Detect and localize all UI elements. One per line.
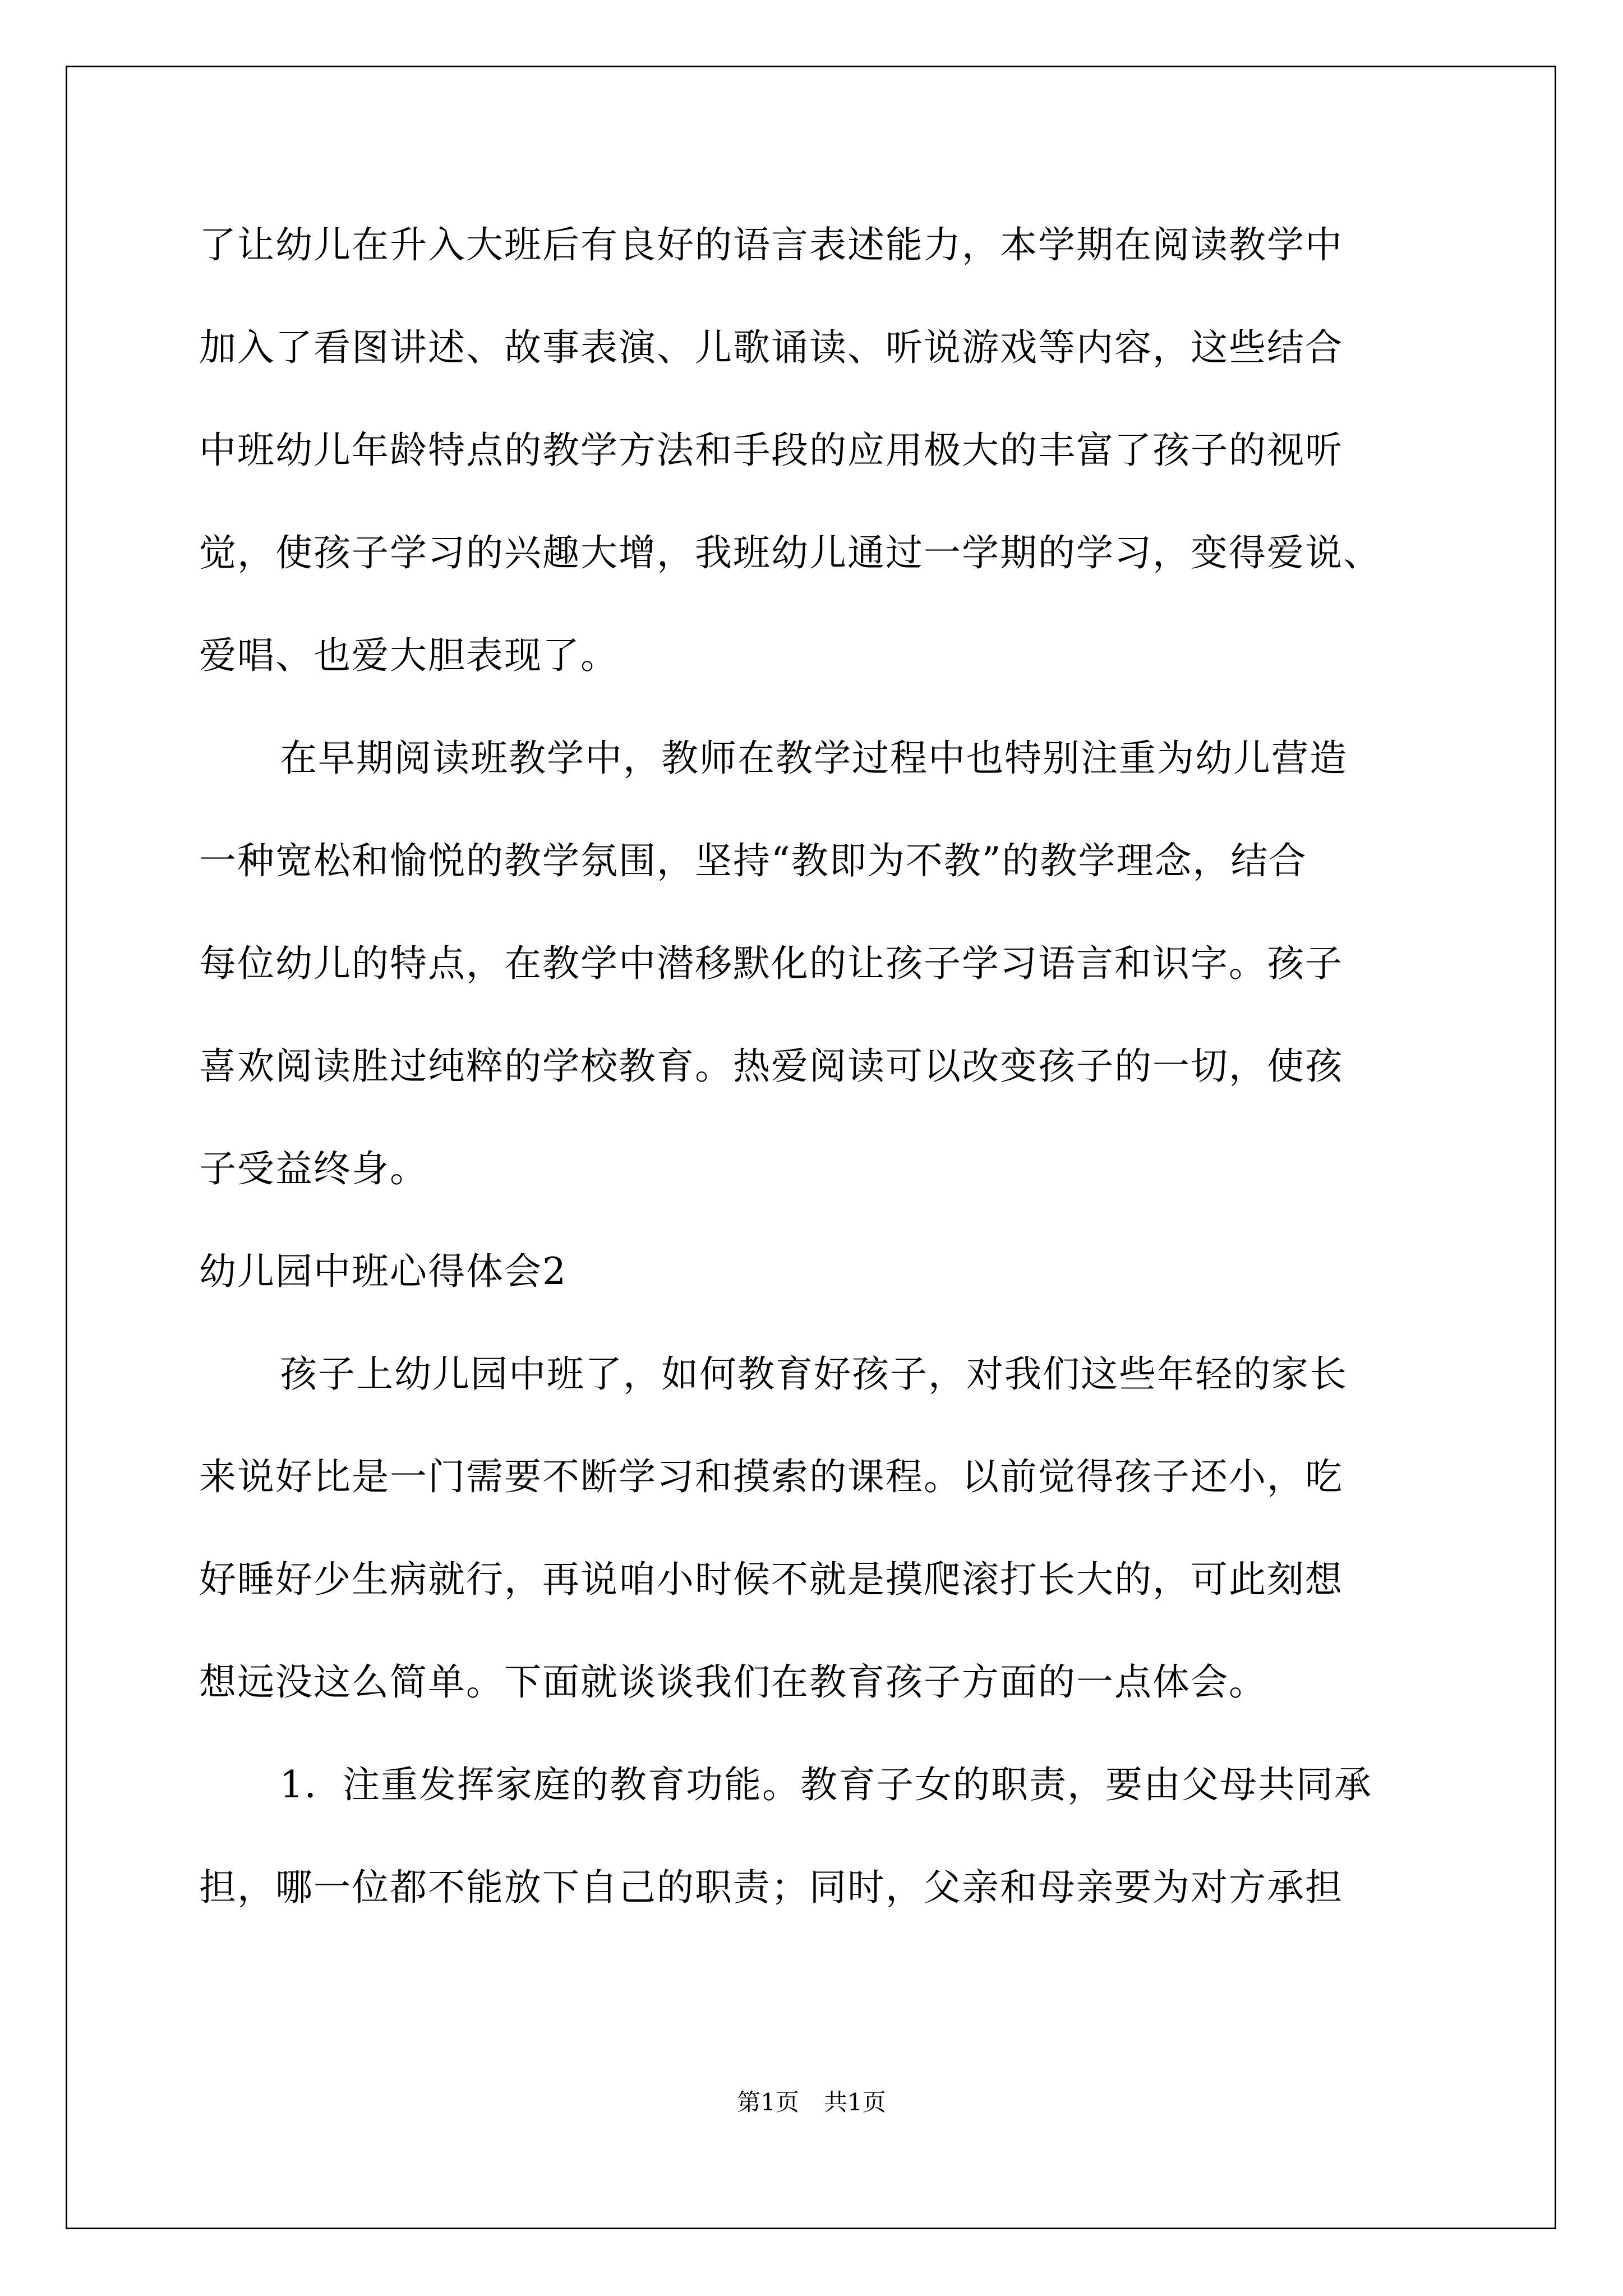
paragraph-line: 在早期阅读班教学中，教师在教学过程中也特别注重为幼儿营造: [280, 737, 1348, 780]
document-body: [199, 194, 1433, 1939]
paragraph-line: 想远没这么简单。下面就谈谈我们在教育孩子方面的一点体会。: [199, 1660, 1267, 1704]
paragraph-line: 一种宽松和愉悦的教学氛围，坚持“教即为不教”的教学理念，结合: [199, 839, 1307, 882]
section-heading: 幼儿园中班心得体会2: [199, 1250, 567, 1293]
paragraph-line: 担，哪一位都不能放下自己的职责；同时，父亲和母亲要为对方承担: [199, 1866, 1343, 1909]
paragraph-line: 加入了看图讲述、故事表演、儿歌诵读、听说游戏等内容，这些结合: [199, 326, 1343, 369]
paragraph-line: 觉，使孩子学习的兴趣大增，我班幼儿通过一学期的学习，变得爱说、: [199, 531, 1381, 574]
paragraph-line: 好睡好少生病就行，再说咱小时候不就是摸爬滚打长大的，可此刻想: [199, 1558, 1343, 1601]
paragraph-line: 爱唱、也爱大胆表现了。: [199, 634, 619, 677]
paragraph-line: 中班幼儿年龄特点的教学方法和手段的应用极大的丰富了孩子的视听: [199, 429, 1343, 472]
page-number: 第1页: [737, 2088, 799, 2116]
paragraph-line: 了让幼儿在升入大班后有良好的语言表述能力，本学期在阅读教学中: [199, 223, 1343, 266]
paragraph-line: 子受益终身。: [199, 1147, 428, 1190]
paragraph-line: 1．注重发挥家庭的教育功能。教育子女的职责，要由父母共同承: [280, 1763, 1372, 1806]
paragraph-line: 来说好比是一门需要不断学习和摸索的课程。以前觉得孩子还小，吃: [199, 1455, 1343, 1498]
paragraph-line: 每位幼儿的特点，在教学中潜移默化的让孩子学习语言和识字。孩子: [199, 942, 1343, 985]
page-footer: [0, 2086, 1623, 2119]
page-total: 共1页: [824, 2088, 886, 2116]
paragraph-line: 孩子上幼儿园中班了，如何教育好孩子，对我们这些年轻的家长: [280, 1352, 1348, 1396]
paragraph-line: 喜欢阅读胜过纯粹的学校教育。热爱阅读可以改变孩子的一切，使孩: [199, 1045, 1343, 1088]
